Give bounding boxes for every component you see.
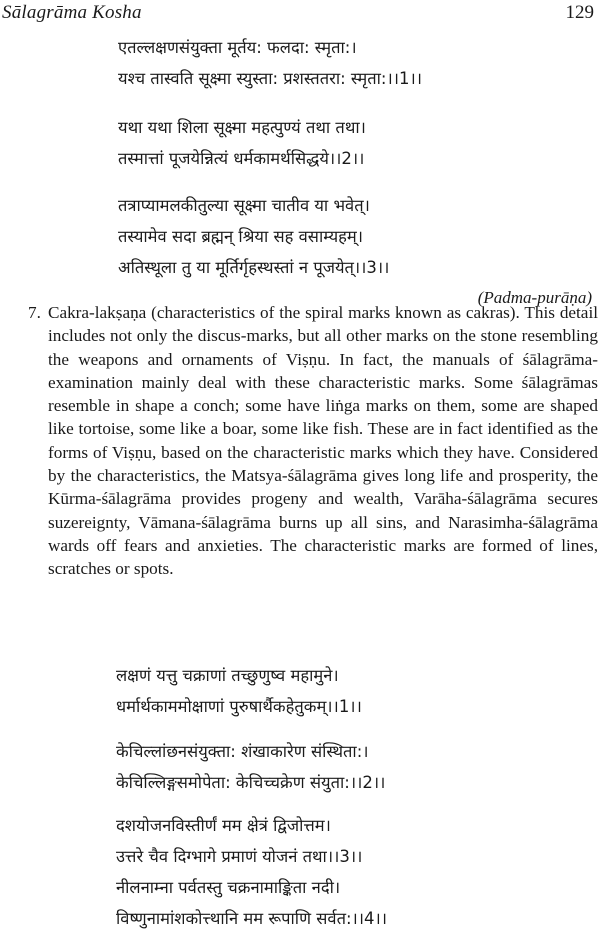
verse-line: लक्षणं यत्तु चक्राणां तच्छुणुष्व महामुने। (116, 666, 339, 685)
verse-block-7 (116, 872, 387, 934)
verse-block-5 (116, 736, 385, 798)
verse-line: तत्राप्यामलकीतुल्या सूक्ष्मा चातीव या भवेत्। (118, 196, 370, 215)
verse-line: यश्च तास्वति सूक्ष्मा स्युस्ता: प्रशस्ततरा: स्मृता:।।1।। (118, 69, 422, 88)
verse-block-1 (118, 32, 422, 94)
item-paragraph: Cakra-lakṣaṇa (characteristics of the spiral marks known as cakras). This detail includes not only the discus-marks, but all other marks on the stone resembling the weapons and ornaments of Viṣṇu. In fact, the manuals of śālagrāma-examination mainly deal with these characteristic marks. Some śālagrāmas resemble in shape a conch; some have liṅga marks on them, some are shaped like tortoise, some like a boar, some like fish. These are in fact identified as the forms of Viṣṇu, based on the characteristic marks which they have. Considered by the characteristics, the Matsya-śālagrāma gives long life and prosperity, the Kūrma-śālagrāma provides progeny and wealth, Varāha-śālagrāma secures suzereignty, Vāmana-śālagrāma burns up all sins, and Narasimha-śālagrāma wards off fears and anxieties. The characteristic marks are formed of lines, scratches or spots. (48, 303, 598, 579)
numbered-item-7 (28, 301, 598, 581)
verse-block-2 (118, 112, 366, 174)
verse-block-3 (118, 190, 389, 283)
page-header (0, 0, 600, 30)
source-citation: (Padma-purāṇa) (477, 288, 592, 307)
verse-block-6 (116, 810, 362, 872)
running-title: Sālagrāma Kosha (2, 2, 142, 23)
verse-line: एतल्लक्षणसंयुक्ता मूर्तय: फलदा: स्मृता:। (118, 38, 357, 57)
verse-block-4 (116, 660, 362, 722)
verse-line: केचिल्लांछनसंयुक्ता: शंखाकारेण संस्थिता:। (116, 742, 369, 761)
page-number: 129 (565, 2, 594, 23)
verse-line: विष्णुनामांशकोत्त्थानि मम रूपाणि सर्वत:।।4।। (116, 909, 388, 928)
item-number: 7. (28, 303, 41, 322)
verse-line: तस्यामेव सदा ब्रह्मन् श्रिया सह वसाम्यहम्। (118, 227, 364, 246)
verse-line: अतिस्थूला तु या मूर्तिर्गृहस्थस्तां न पूजयेत्।।3।। (118, 258, 390, 277)
verse-line: उत्तरे चैव दिग्भागे प्रमाणं योजनं तथा।।3।। (116, 847, 363, 866)
verse-line: दशयोजनविस्तीर्णं मम क्षेत्रं द्विजोत्तम। (116, 816, 331, 835)
verse-line: नीलनाम्ना पर्वतस्तु चक्रनामाङ्किता नदी। (116, 878, 341, 897)
verse-line: यथा यथा शिला सूक्ष्मा महत्पुण्यं तथा तथा। (118, 118, 366, 137)
verse-line: केचिल्लिङ्गसमोपेता: केचिच्चक्रेण संयुता:।।2।। (116, 773, 386, 792)
verse-line: तस्मात्तां पूजयेन्नित्यं धर्मकामर्थसिद्धये।।2।। (118, 149, 365, 168)
verse-line: धर्मार्थकाममोक्षाणां पुरुषार्थैकहेतुकम्।।1।। (116, 697, 362, 716)
